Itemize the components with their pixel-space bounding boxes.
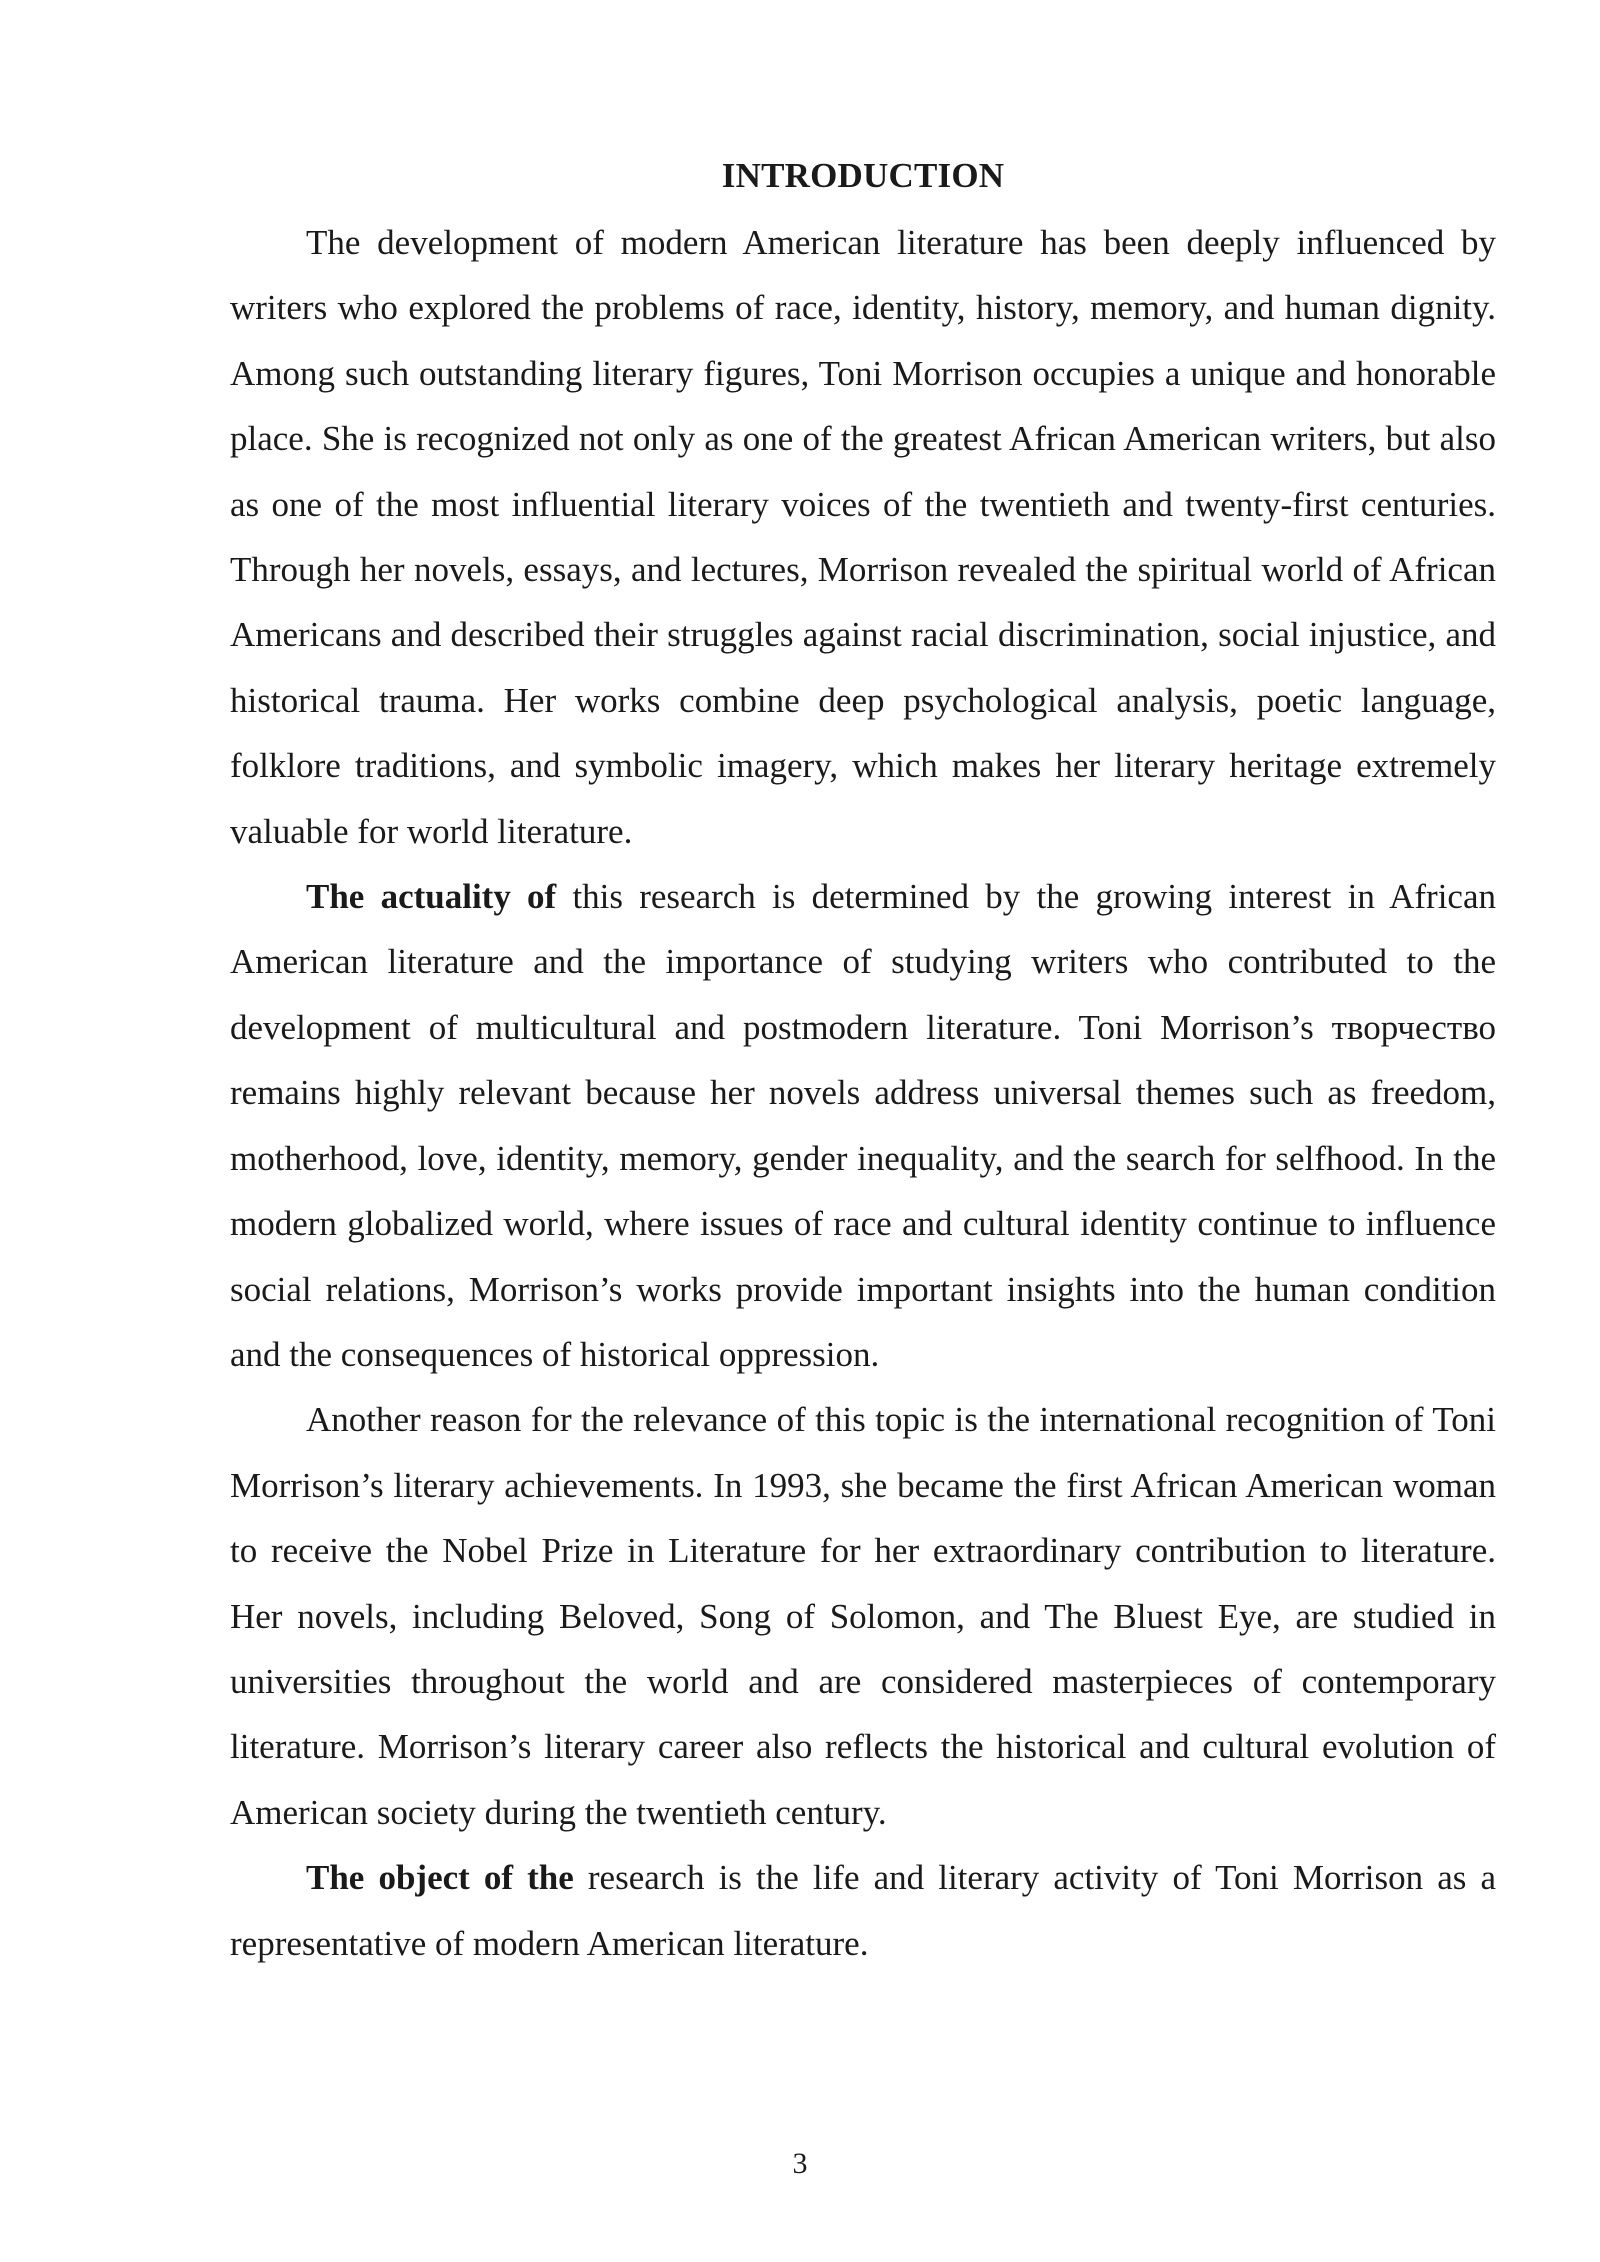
paragraph-actuality-lead: The actuality of: [306, 877, 557, 917]
page-number: 3: [792, 2147, 808, 2180]
page-content: [230, 148, 1496, 1976]
paragraph-object-text: research is the life and literary activity of Toni Morrison as a representative of modern American literature.: [230, 1858, 1496, 1963]
paragraph-object-lead: The object of the: [306, 1858, 574, 1898]
paragraph-relevance: [230, 1387, 1496, 1845]
paragraph-intro: [230, 210, 1496, 864]
paragraph-object: [230, 1845, 1496, 1976]
paragraph-relevance-text: Another reason for the relevance of this topic is the international recognition of Toni Morrison’s literary achievements. In 1993, she became the first African American woman to receive the Nobel Prize in Literature for her extraordinary contribution to literature. Her novels, including Beloved, Song of Solomon, and The Bluest Eye, are studied in universities throughout the world and are considered masterpieces of contemporary literature. Morrison’s literary career also reflects the historical and cultural evolution of American society during the twentieth century.: [230, 1400, 1496, 1832]
paragraph-actuality-text: this research is determined by the growing interest in African American literature and the importance of studying writers who contributed to the development of multicultural and postmodern literature. Toni Morrison’s творчество remains highly relevant because her novels address universal themes such as freedom, motherhood, love, identity, memory, gender inequality, and the search for selfhood. In the modern globalized world, where issues of race and cultural identity continue to influence social relations, Morrison’s works provide important insights into the human condition and the consequences of historical oppression.: [230, 877, 1496, 1374]
section-heading: INTRODUCTION: [721, 156, 1005, 195]
paragraph-actuality: [230, 864, 1496, 1387]
paragraph-intro-text: The development of modern American literature has been deeply influenced by writers who explored the problems of race, identity, history, memory, and human dignity. Among such outstanding literary figures, Toni Morrison occupies a unique and honorable place. She is recognized not only as one of the greatest African American writers, but also as one of the most influential literary voices of the twentieth and twenty-first centuries. Through her novels, essays, and lectures, Morrison revealed the spiritual world of African Americans and described their struggles against racial discrimination, social injustice, and historical trauma. Her works combine deep psychological analysis, poetic language, folklore traditions, and symbolic imagery, which makes her literary heritage extremely valuable for world literature.: [230, 223, 1496, 851]
